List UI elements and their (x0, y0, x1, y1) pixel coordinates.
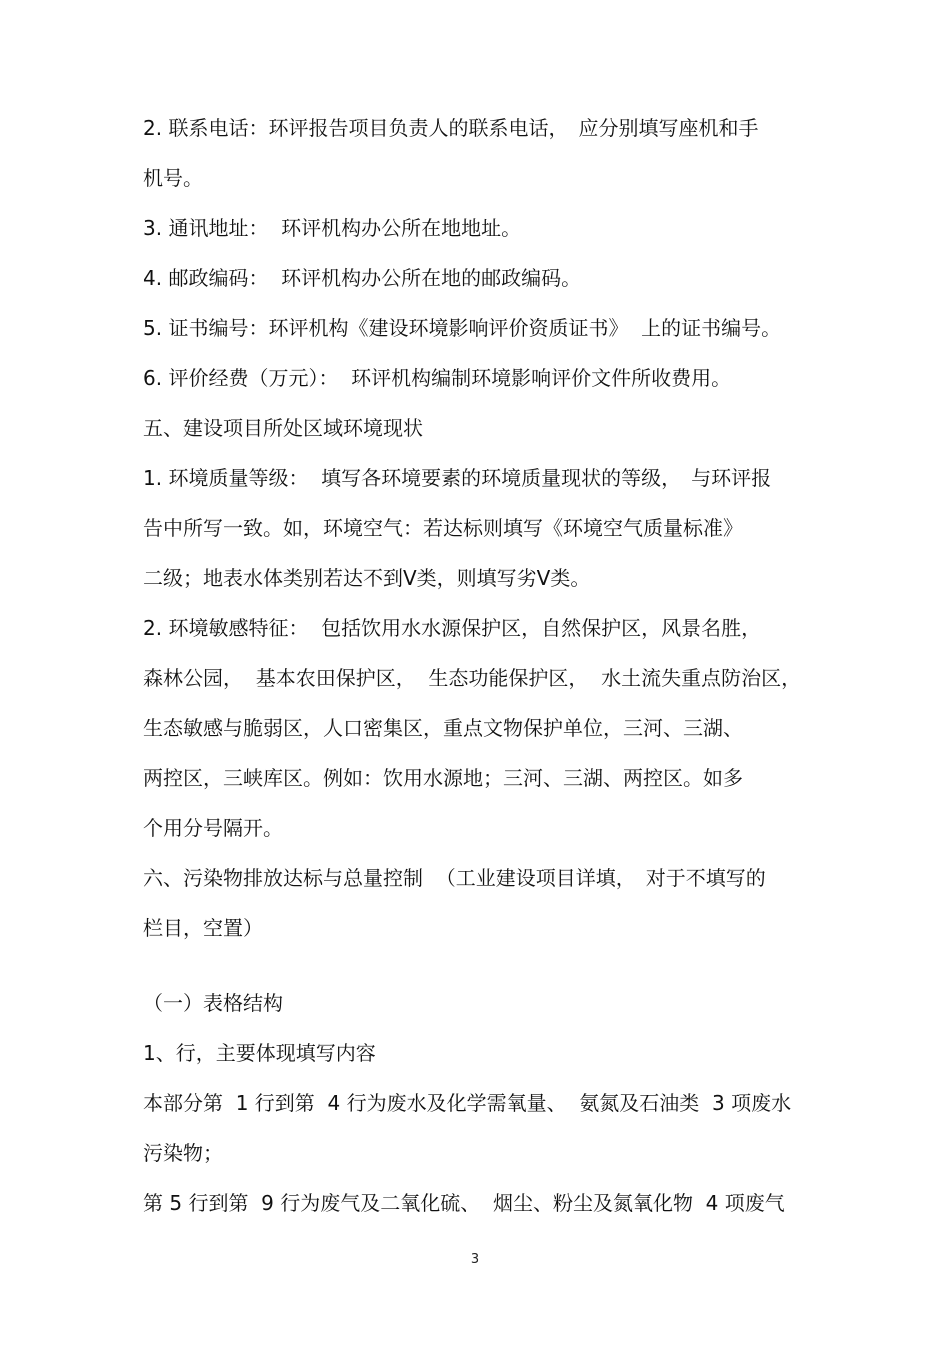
text-line: 第 5 行到第 9 行为废气及二氧化硫、 烟尘、粉尘及氮氧化物 4 项废气 (143, 1191, 785, 1215)
text-line: 2. 环境敏感特征： 包括饮用水水源保护区，自然保护区，风景名胜， (143, 616, 762, 640)
text-line: 二级；地表水体类别若达不到Ⅴ类，则填写劣Ⅴ类。 (143, 566, 591, 590)
text-line: 告中所写一致。如，环境空气：若达标则填写《环境空气质量标准》 (143, 516, 743, 540)
text-line: 本部分第 1 行到第 4 行为废水及化学需氧量、 氨氮及石油类 3 项废水 (143, 1091, 792, 1115)
text-line: 机号。 (143, 166, 203, 190)
section-heading: 六、污染物排放达标与总量控制 （工业建设项目详填， 对于不填写的 (143, 866, 766, 890)
text-line: 生态敏感与脆弱区，人口密集区，重点文物保护单位，三河、三湖、 (143, 716, 743, 740)
text-line: 两控区，三峡库区。例如：饮用水源地；三河、三湖、两控区。如多 (143, 766, 743, 790)
page-number: 3 (470, 1252, 480, 1267)
text-line: 3. 通讯地址： 环评机构办公所在地地址。 (143, 216, 522, 240)
text-line: 5. 证书编号：环评机构《建设环境影响评价资质证书》 上的证书编号。 (143, 316, 782, 340)
text-line: 2. 联系电话：环评报告项目负责人的联系电话， 应分别填写座机和手 (143, 116, 759, 140)
text-line: 4. 邮政编码： 环评机构办公所在地的邮政编码。 (143, 266, 582, 290)
text-line: 森林公园， 基本农田保护区， 生态功能保护区， 水土流失重点防治区， (143, 666, 802, 690)
section-heading: 五、建设项目所处区域环境现状 (143, 416, 423, 440)
text-line: 1. 环境质量等级： 填写各环境要素的环境质量现状的等级， 与环评报 (143, 466, 772, 490)
text-line: 6. 评价经费（万元）： 环评机构编制环境影响评价文件所收费用。 (143, 366, 732, 390)
text-line: 1、行，主要体现填写内容 (143, 1041, 376, 1065)
text-line: 污染物； (143, 1141, 223, 1165)
text-line: 个用分号隔开。 (143, 816, 283, 840)
text-line: 栏目，空置） (143, 916, 263, 940)
subsection-heading: （一）表格结构 (143, 991, 283, 1015)
